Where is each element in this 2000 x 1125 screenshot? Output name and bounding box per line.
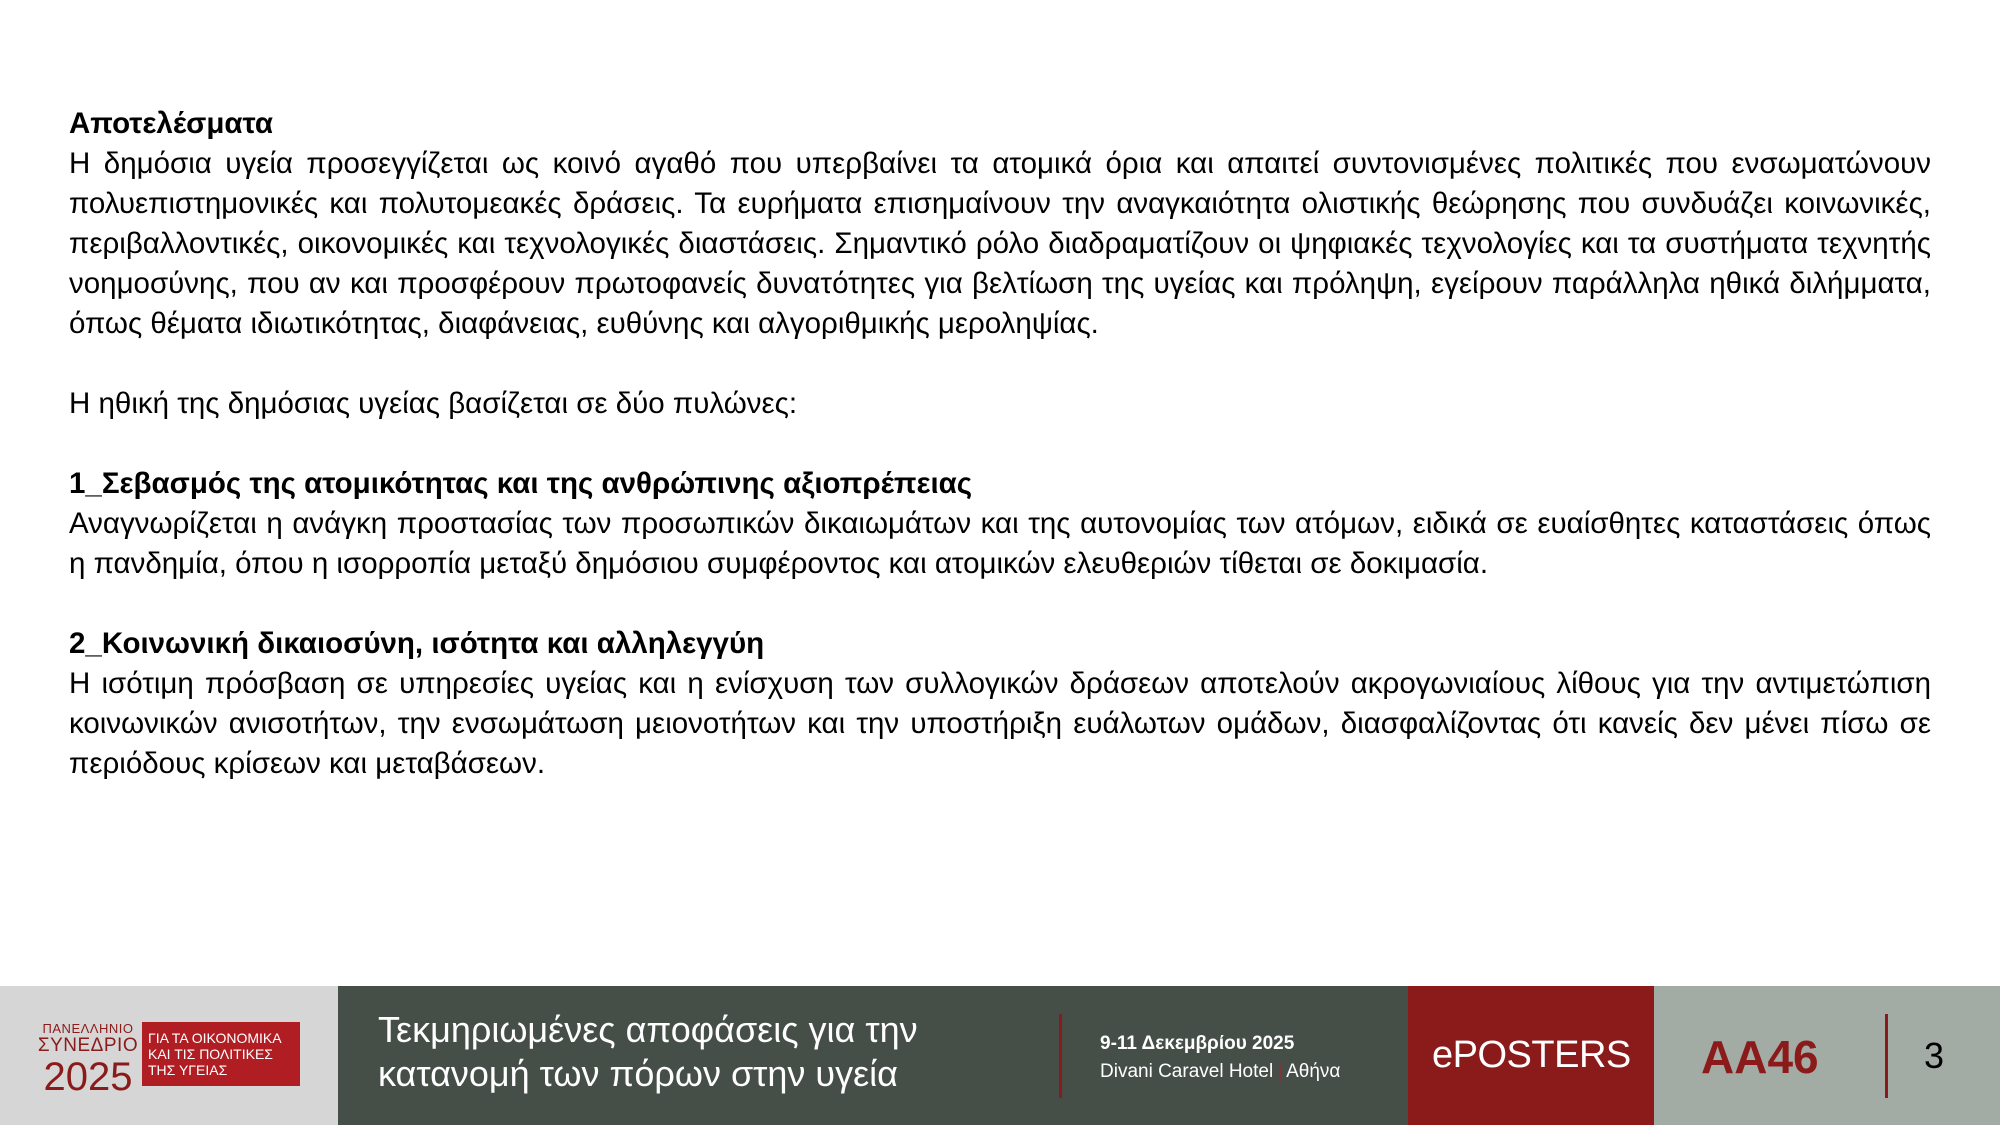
- pillar1-heading: 1_Σεβασμός της ατομικότητας και της ανθρώπινης αξιοπρέπειας: [69, 467, 973, 500]
- eposters-label: ePOSTERS: [1432, 1034, 1631, 1076]
- event-venue: Divani Caravel Hotel: [1100, 1061, 1274, 1082]
- spacer: [69, 424, 1931, 464]
- conference-title-panel: [338, 986, 1408, 1125]
- logo-red-box: [142, 1022, 300, 1086]
- divider: [1059, 1014, 1062, 1098]
- title-line2: κατανομή των πόρων στην υγεία: [378, 1053, 898, 1094]
- title-line1: Τεκμηριωμένες αποφάσεις για την: [378, 1009, 918, 1050]
- logo-line1: ΠΑΝΕΛΛΗΝΙΟ: [42, 1021, 134, 1036]
- eposters-panel: [1408, 986, 1654, 1125]
- results-heading: Αποτελέσματα: [69, 107, 273, 140]
- event-date: 9-11 Δεκεμβρίου 2025: [1100, 1033, 1295, 1054]
- spacer: [69, 584, 1931, 624]
- event-info: [1100, 1030, 1340, 1086]
- pillars-intro: Η ηθική της δημόσιας υγείας βασίζεται σε δύο πυλώνες:: [69, 387, 798, 420]
- footer-bar: [0, 986, 2000, 1125]
- poster-code: ΑΑ46: [1701, 1031, 1819, 1083]
- event-separator: |: [1277, 1061, 1283, 1082]
- divider: [1885, 1014, 1888, 1098]
- logo-line2: ΣΥΝΕΔΡΙΟ: [37, 1035, 139, 1056]
- conference-logo: [0, 986, 338, 1125]
- results-paragraph: Η δημόσια υγεία προσεγγίζεται ως κοινό αγαθό που υπερβαίνει τα ατομικά όρια και απαιτεί συντονισμένες πολιτικές που ενσωματώνουν πολυεπιστημονικές και πολυτομεακές δράσεις. Τα ευρήματα επισημαίνουν την αναγκαιότητα ολιστικής θεώρησης που συνδυάζει κοινωνικές, περιβαλλοντικές, οικονομικές και τεχνολογικές διαστάσεις. Σημαντικό ρόλο διαδραματίζουν οι ψηφιακές τεχνολογίες και τα συστήματα τεχνητής νοημοσύνης, που αν και προσφέρουν πρωτοφανείς δυνατότητες για βελτίωση της υγείας και πρόληψη, εγείρουν παράλληλα ηθικά διλήμματα, όπως θέματα ιδιωτικότητας, διαφάνειας, ευθύνης και αλγοριθμικής μεροληψίας.: [69, 147, 1931, 340]
- pillar2-paragraph: Η ισότιμη πρόσβαση σε υπηρεσίες υγείας και η ενίσχυση των συλλογικών δράσεων αποτελούν ακρογωνιαίους λίθους για την αντιμετώπιση κοινωνικών ανισοτήτων, την ενσωμάτωση μειονοτήτων και την υποστήριξη ευάλωτων ομάδων, διασφαλίζοντας ότι κανείς δεν μένει πίσω σε περιόδους κρίσεων και μεταβάσεων.: [69, 667, 1931, 780]
- logo-box-line2: ΚΑΙ ΤΙΣ ΠΟΛΙΤΙΚΕΣ: [148, 1046, 273, 1062]
- spacer: [69, 344, 1931, 384]
- logo-text: [34, 1022, 142, 1098]
- poster-code-panel: [1654, 986, 2000, 1125]
- poster-content: [69, 104, 1931, 784]
- pillar2-heading: 2_Κοινωνική δικαιοσύνη, ισότητα και αλληλεγγύη: [69, 627, 765, 660]
- conference-title: [378, 1008, 1018, 1096]
- logo-box-line3: ΤΗΣ ΥΓΕΙΑΣ: [148, 1062, 228, 1078]
- logo-year: 2025: [43, 1055, 133, 1099]
- event-location: [1100, 1058, 1340, 1086]
- logo-box-line1: ΓΙΑ ΤΑ ΟΙΚΟΝΟΜΙΚΑ: [148, 1030, 282, 1046]
- page-number: 3: [1924, 1035, 1945, 1076]
- pillar1-paragraph: Αναγνωρίζεται η ανάγκη προστασίας των προσωπικών δικαιωμάτων και της αυτονομίας των ατόμων, ειδικά σε ευαίσθητες καταστάσεις όπως η πανδημία, όπου η ισορροπία μεταξύ δημόσιου συμφέροντος και ατομικών ελευθεριών τίθεται σε δοκιμασία.: [69, 507, 1931, 580]
- event-city: Αθήνα: [1286, 1061, 1341, 1082]
